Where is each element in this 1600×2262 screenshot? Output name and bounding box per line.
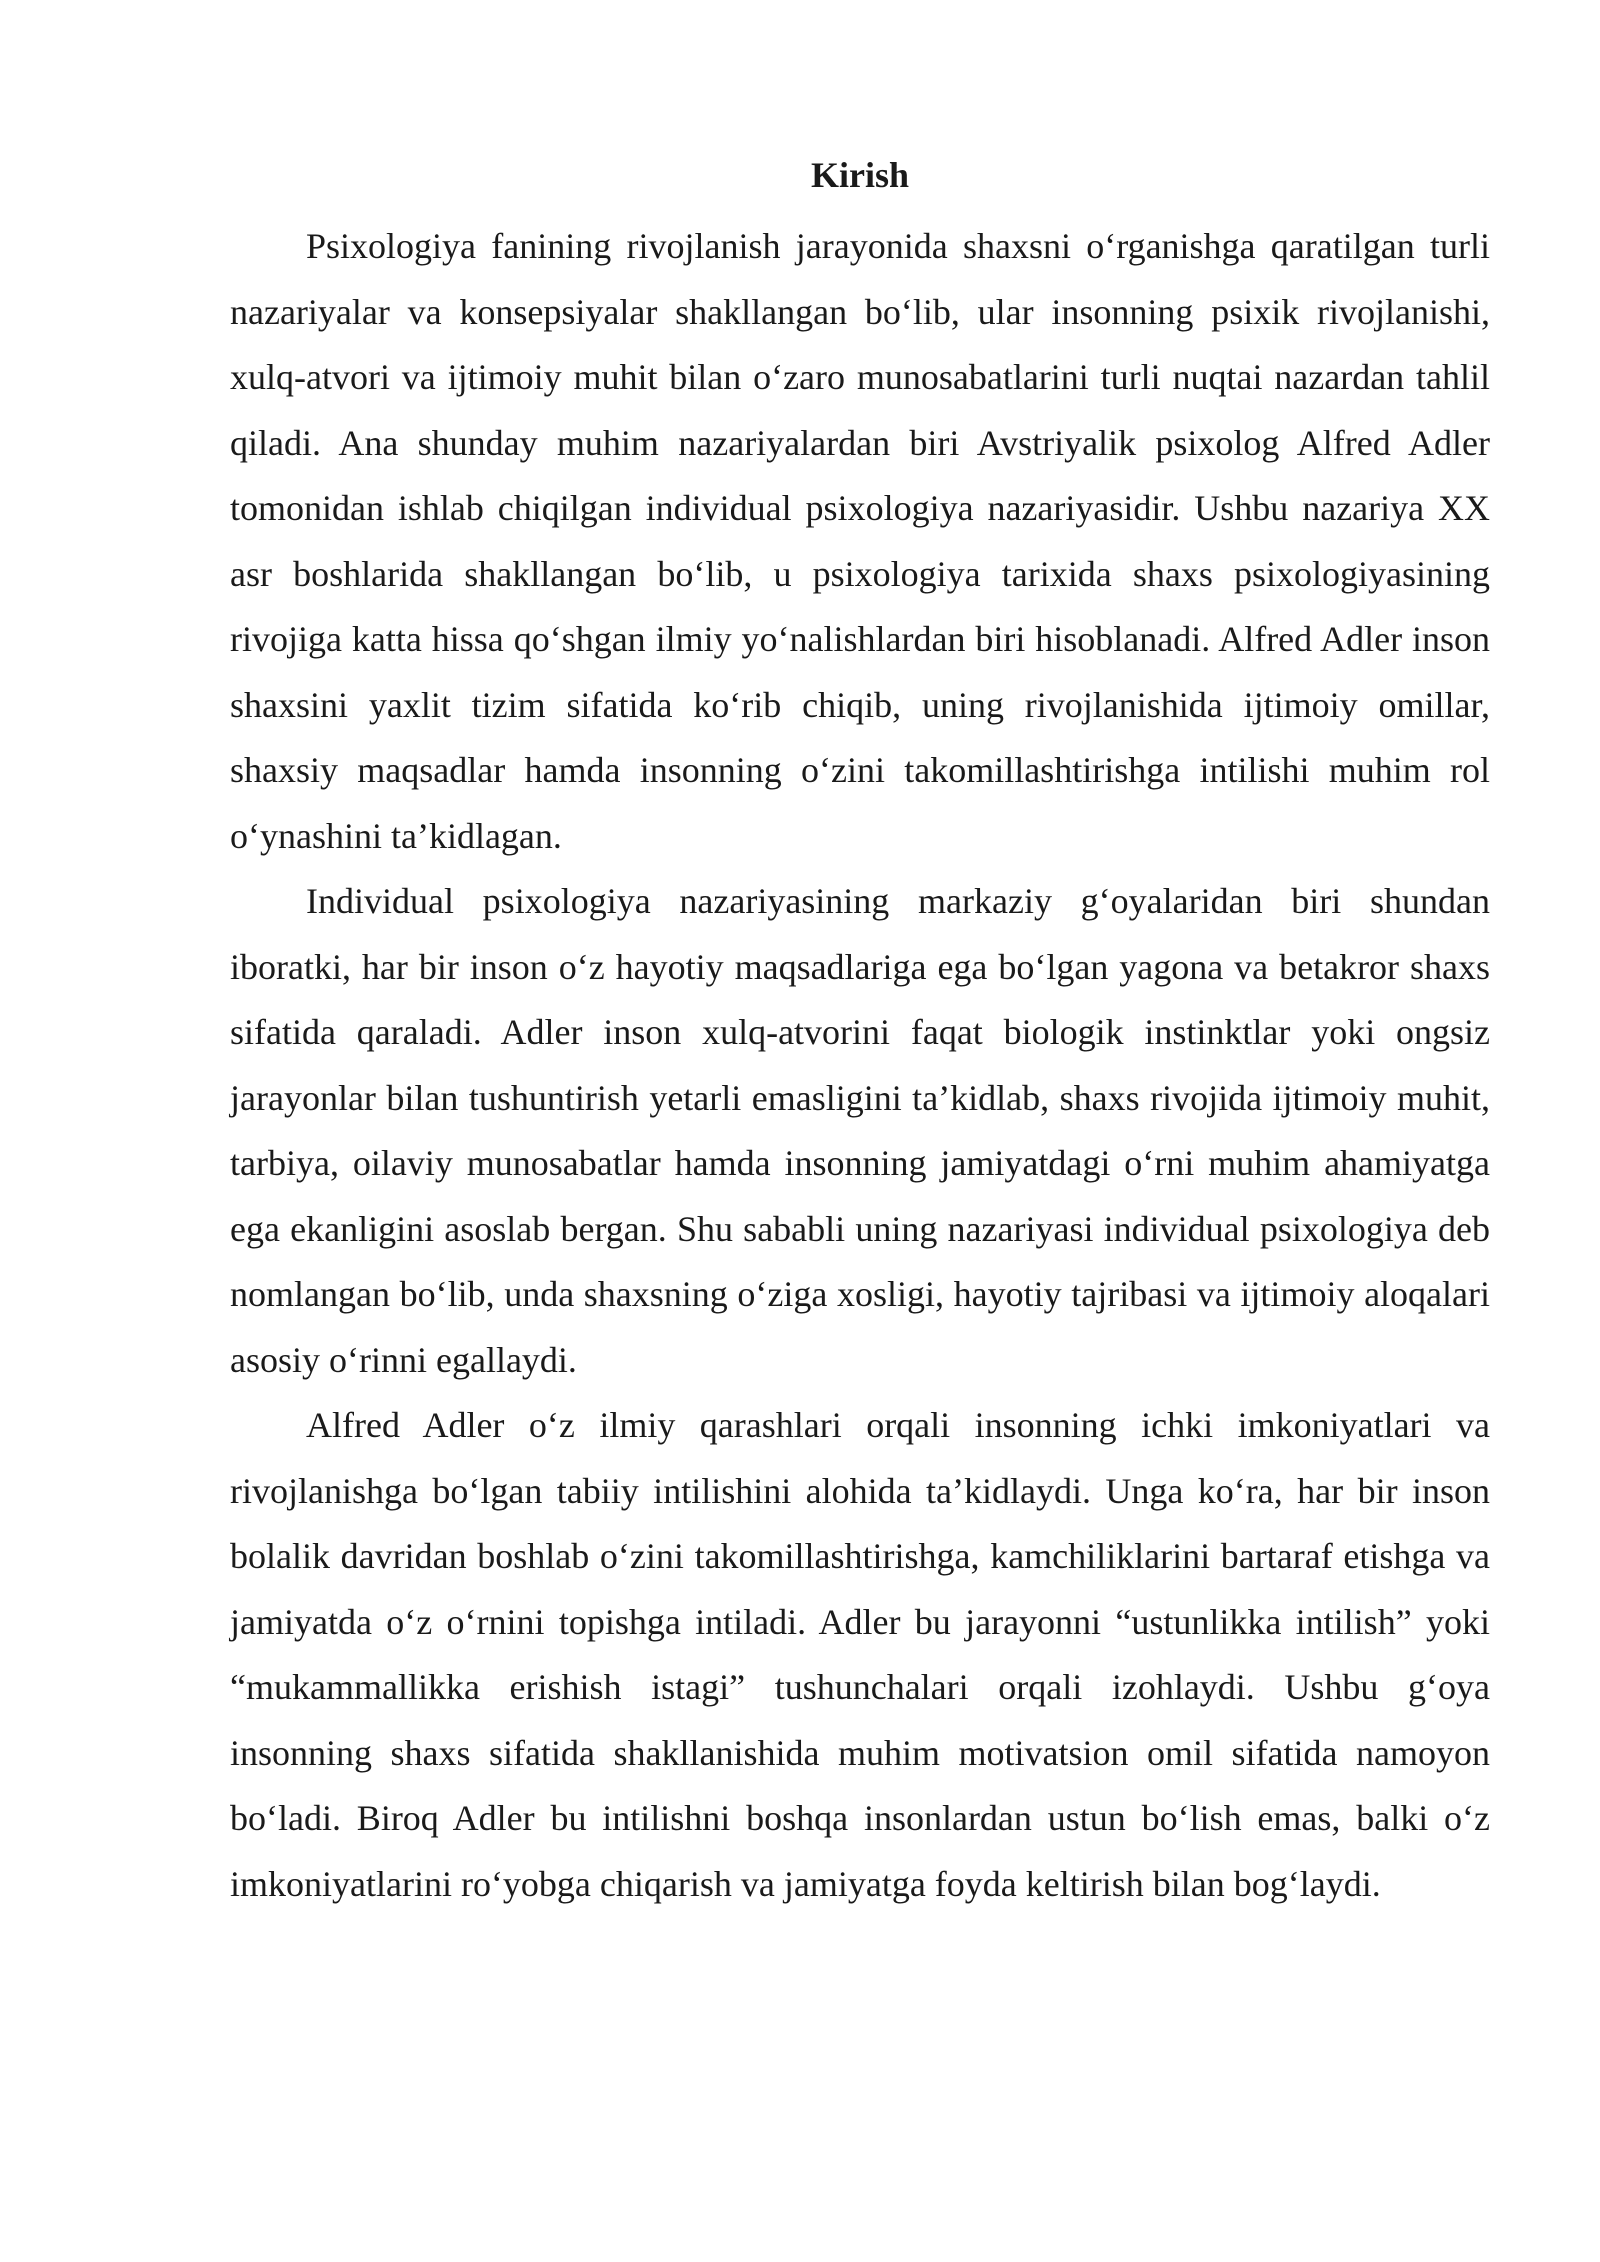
paragraph-3: Alfred Adler o‘z ilmiy qarashlari orqali insonning ichki imkoniyatlari va rivojlanishga bo‘lgan tabiiy intilishini alohida ta’kidlaydi. Unga ko‘ra, har bir inson bolalik davridan boshlab o‘zini takomillashtirishga, kamchiliklarini bartaraf etishga va jamiyatda o‘z o‘rnini topishga intiladi. Adler bu jarayonni “ustunlikka intilish” yoki “mukammallikka erishish istagi” tushunchalari orqali izohlaydi. Ushbu g‘oya insonning shaxs sifatida shakllanishida muhim motivatsion omil sifatida namoyon bo‘ladi. Biroq Adler bu intilishni boshqa insonlardan ustun bo‘lish emas, balki o‘z imkoniyatlarini ro‘yobga chiqarish va jamiyatga foyda keltirish bilan bog‘laydi.: [230, 1405, 1490, 1904]
paragraph-1: Psixologiya fanining rivojlanish jarayonida shaxsni o‘rganishga qaratilgan turli nazariyalar va konsepsiyalar shakllangan bo‘lib, ular insonning psixik rivojlanishi, xulq-atvori va ijtimoiy muhit bilan o‘zaro munosabatlarini turli nuqtai nazardan tahlil qiladi. Ana shunday muhim nazariyalardan biri Avstriyalik psixolog Alfred Adler tomonidan ishlab chiqilgan individual psixologiya nazariyasidir. Ushbu nazariya XX asr boshlarida shakllangan bo‘lib, u psixologiya tarixida shaxs psixologiyasining rivojiga katta hissa qo‘shgan ilmiy yo‘nalishlardan biri hisoblanadi. Alfred Adler inson shaxsini yaxlit tizim sifatida ko‘rib chiqib, uning rivojlanishida ijtimoiy omillar, shaxsiy maqsadlar hamda insonning o‘zini takomillashtirishga intilishi muhim rol o‘ynashini ta’kidlagan.: [230, 226, 1490, 856]
paragraph-2: Individual psixologiya nazariyasining markaziy g‘oyalaridan biri shundan iboratki, har bir inson o‘z hayotiy maqsadlariga ega bo‘lgan yagona va betakror shaxs sifatida qaraladi. Adler inson xulq-atvorini faqat biologik instinktlar yoki ongsiz jarayonlar bilan tushuntirish yetarli emasligini ta’kidlab, shaxs rivojida ijtimoiy muhit, tarbiya, oilaviy munosabatlar hamda insonning jamiyatdagi o‘rni muhim ahamiyatga ega ekanligini asoslab bergan. Shu sababli uning nazariyasi individual psixologiya deb nomlangan bo‘lib, unda shaxsning o‘ziga xosligi, hayotiy tajribasi va ijtimoiy aloqalari asosiy o‘rinni egallaydi.: [230, 881, 1490, 1380]
page-title: Kirish: [810, 155, 909, 195]
document-body: [230, 150, 1490, 1917]
